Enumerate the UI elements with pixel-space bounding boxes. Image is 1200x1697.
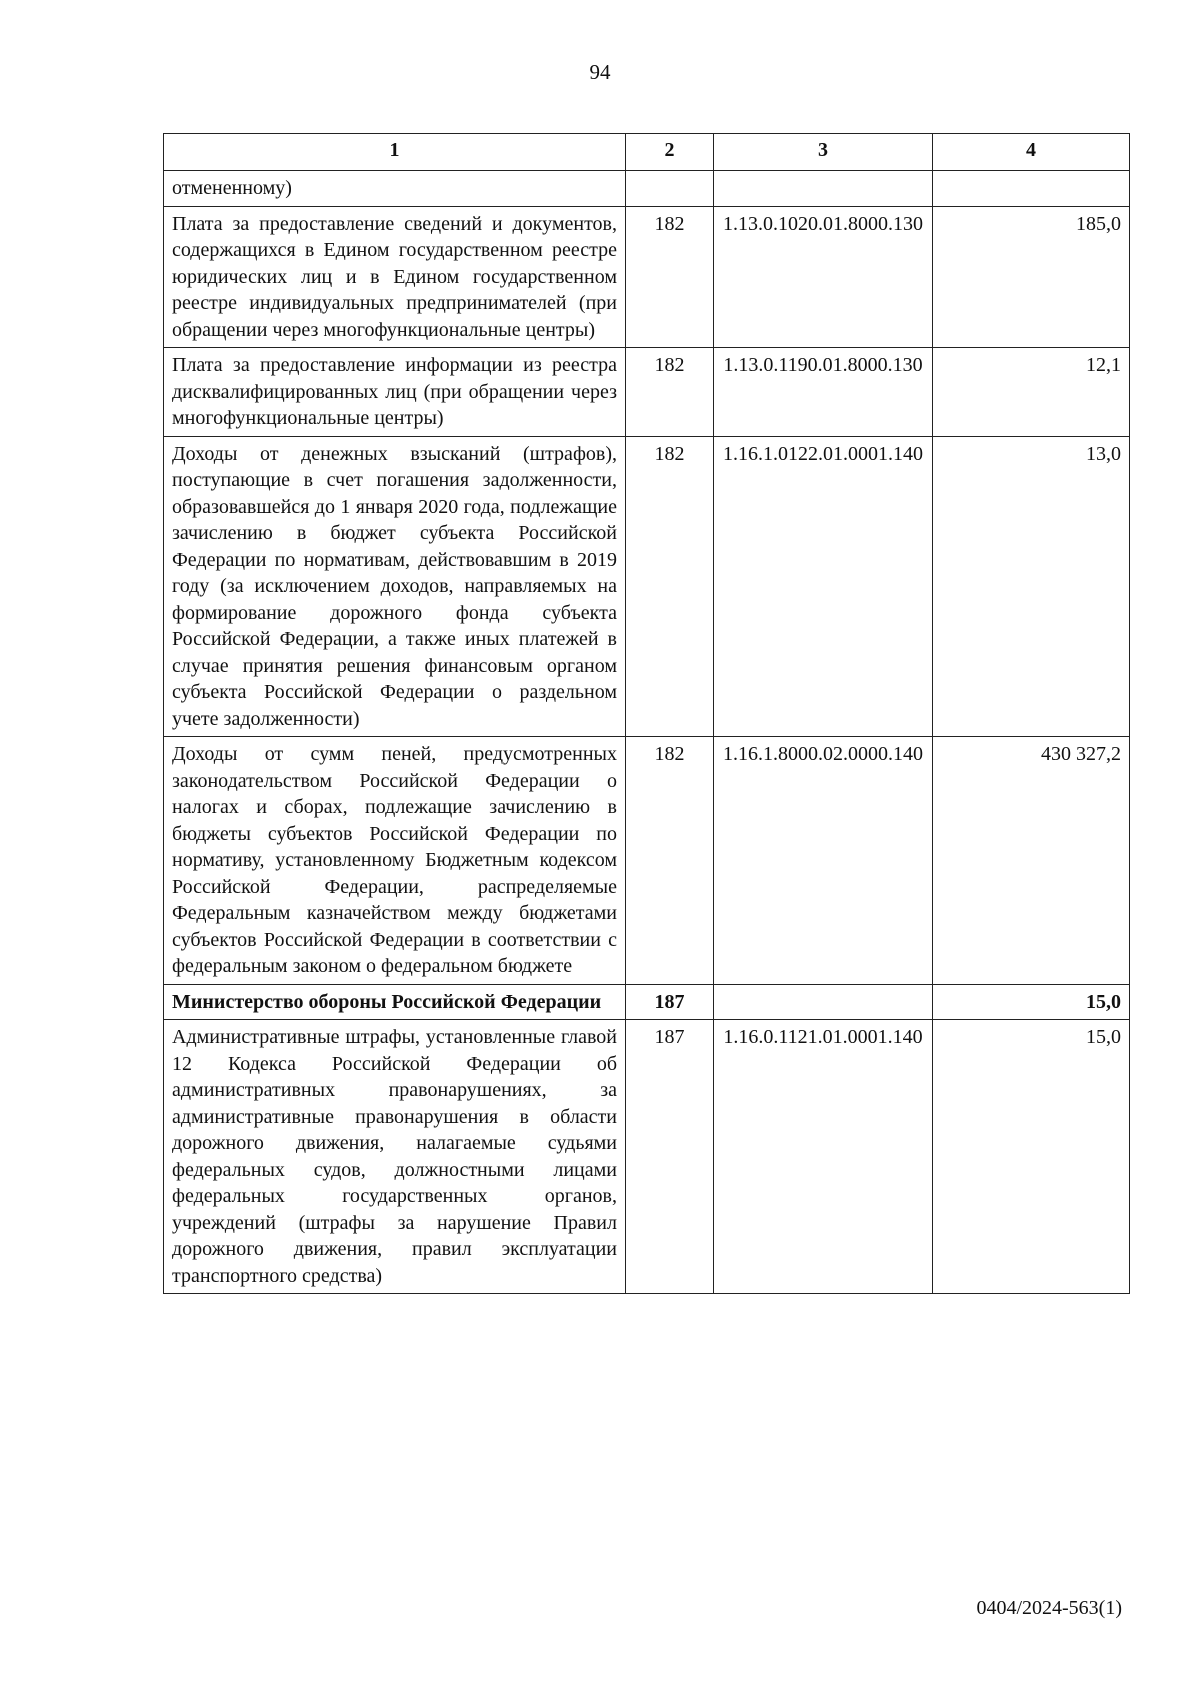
- row-description: Административные штрафы, установленные главой 12 Кодекса Российской Федерации об административных правонарушениях, за административные правонарушения в области дорожного движения, налагаемые судьями федеральных судов, должностными лицами федеральных государственных органов, учреждений (штрафы за нарушение Правил дорожного движения, правил эксплуатации транспортного средства): [164, 1020, 626, 1294]
- row-admin-code: 182: [626, 737, 714, 985]
- column-header-1: 1: [164, 134, 626, 171]
- document-code: 0404/2024-563(1): [976, 1597, 1122, 1619]
- row-amount: 185,0: [933, 206, 1130, 348]
- row-kbk-code: 1.16.1.8000.02.0000.140: [714, 737, 933, 985]
- row-description: Министерство обороны Российской Федерации: [164, 984, 626, 1020]
- row-admin-code: 187: [626, 1020, 714, 1294]
- row-amount: 15,0: [933, 1020, 1130, 1294]
- row-kbk-code: 1.16.1.0122.01.0001.140: [714, 436, 933, 737]
- column-header-3: 3: [714, 134, 933, 171]
- row-kbk-code: 1.16.0.1121.01.0001.140: [714, 1020, 933, 1294]
- row-description: Плата за предоставление информации из реестра дисквалифицированных лиц (при обращении через многофункциональные центры): [164, 348, 626, 437]
- table-row: [164, 348, 1130, 437]
- table-row: [164, 436, 1130, 737]
- column-header-2: 2: [626, 134, 714, 171]
- column-header-4: 4: [933, 134, 1130, 171]
- row-admin-code: 187: [626, 984, 714, 1020]
- revenue-table: [163, 133, 1130, 1294]
- row-description: Плата за предоставление сведений и документов, содержащихся в Едином государственном реестре юридических лиц и в Едином государственном реестре индивидуальных предпринимателей (при обращении через многофункциональные центры): [164, 206, 626, 348]
- table-row: [164, 1020, 1130, 1294]
- table-row: [164, 171, 1130, 207]
- table-row-ministry-header: [164, 984, 1130, 1020]
- row-kbk-code: [714, 171, 933, 207]
- row-admin-code: 182: [626, 206, 714, 348]
- row-admin-code: [626, 171, 714, 207]
- row-kbk-code: 1.13.0.1020.01.8000.130: [714, 206, 933, 348]
- row-admin-code: 182: [626, 348, 714, 437]
- row-kbk-code: 1.13.0.1190.01.8000.130: [714, 348, 933, 437]
- row-description: Доходы от денежных взысканий (штрафов), поступающие в счет погашения задолженности, образовавшейся до 1 января 2020 года, подлежащие зачислению в бюджет субъекта Российской Федерации по нормативам, действовавшим в 2019 году (за исключением доходов, направляемых на формирование дорожного фонда субъекта Российской Федерации, а также иных платежей в случае принятия решения финансовым органом субъекта Российской Федерации о раздельном учете задолженности): [164, 436, 626, 737]
- row-amount: 12,1: [933, 348, 1130, 437]
- table-header-row: [164, 134, 1130, 171]
- row-amount: 15,0: [933, 984, 1130, 1020]
- row-kbk-code: [714, 984, 933, 1020]
- page-number: 94: [589, 60, 611, 84]
- row-amount: [933, 171, 1130, 207]
- row-description: Доходы от сумм пеней, предусмотренных законодательством Российской Федерации о налогах и сборах, подлежащие зачислению в бюджеты субъектов Российской Федерации по нормативу, установленному Бюджетным кодексом Российской Федерации, распределяемые Федеральным казначейством между бюджетами субъектов Российской Федерации в соответствии с федеральным законом о федеральном бюджете: [164, 737, 626, 985]
- row-amount: 430 327,2: [933, 737, 1130, 985]
- row-description: отмененному): [164, 171, 626, 207]
- table-row: [164, 737, 1130, 985]
- row-admin-code: 182: [626, 436, 714, 737]
- table-row: [164, 206, 1130, 348]
- row-amount: 13,0: [933, 436, 1130, 737]
